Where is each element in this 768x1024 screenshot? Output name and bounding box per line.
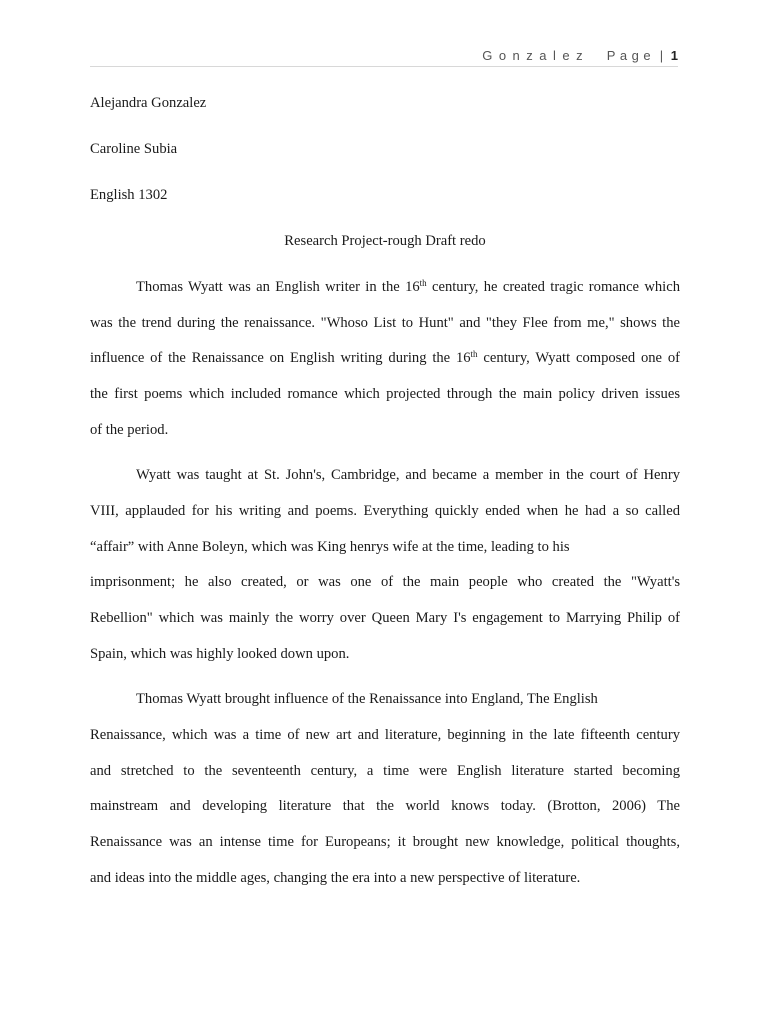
paragraph-line: and ideas into the middle ages, changing the era into a new perspective of literature. xyxy=(90,870,581,886)
paragraph-line: mainstream and developing literature that the world knows today. (Brotton, 2006) The xyxy=(90,798,680,814)
paragraph-line: Renaissance, which was a time of new art and literature, beginning in the late fifteenth century xyxy=(90,727,680,743)
paragraph-line: Rebellion" which was mainly the worry over Queen Mary I's engagement to Marrying Philip of xyxy=(90,610,680,626)
paragraph-line: Thomas Wyatt was an English writer in the 16th century, he created tragic romance which xyxy=(136,278,681,295)
paragraph-line: Renaissance was an intense time for Europeans; it brought new knowledge, political thoughts, xyxy=(90,834,680,850)
paragraph-line: Spain, which was highly looked down upon. xyxy=(90,646,350,662)
paragraph-line: Thomas Wyatt brought influence of the Renaissance into England, The English xyxy=(136,691,598,707)
header-text xyxy=(482,48,678,63)
document-title: Research Project-rough Draft redo xyxy=(284,233,486,249)
instructor-name: Caroline Subia xyxy=(90,141,178,157)
paragraph-line: the first poems which included romance which projected through the main policy driven issues xyxy=(90,386,680,402)
paragraph-line: was the trend during the renaissance. "Whoso List to Hunt" and "they Flee from me," shows the xyxy=(90,315,680,331)
paragraph-line: influence of the Renaissance on English writing during the 16th century, Wyatt composed one of xyxy=(90,349,680,366)
paragraph-line: Wyatt was taught at St. John's, Cambridge, and became a member in the court of Henry xyxy=(136,467,680,483)
course-name: English 1302 xyxy=(90,187,168,203)
header-author: Gonzalez xyxy=(482,48,590,63)
paragraph-line: imprisonment; he also created, or was one of the main people who created the "Wyatt's xyxy=(90,574,680,590)
paragraph-line: of the period. xyxy=(90,422,169,438)
paragraph-line: VIII, applauded for his writing and poems. Everything quickly ended when he had a so called xyxy=(90,503,680,519)
paragraph-line: and stretched to the seventeenth century, a time were English literature started becoming xyxy=(90,763,680,779)
paragraph-line: “affair” with Anne Boleyn, which was King henrys wife at the time, leading to his xyxy=(90,539,570,555)
student-name: Alejandra Gonzalez xyxy=(90,95,207,111)
header-page-label: Page xyxy=(606,48,656,63)
page-header xyxy=(90,44,678,67)
header-page-number: 1 xyxy=(670,48,678,63)
header-separator: | xyxy=(659,48,664,63)
